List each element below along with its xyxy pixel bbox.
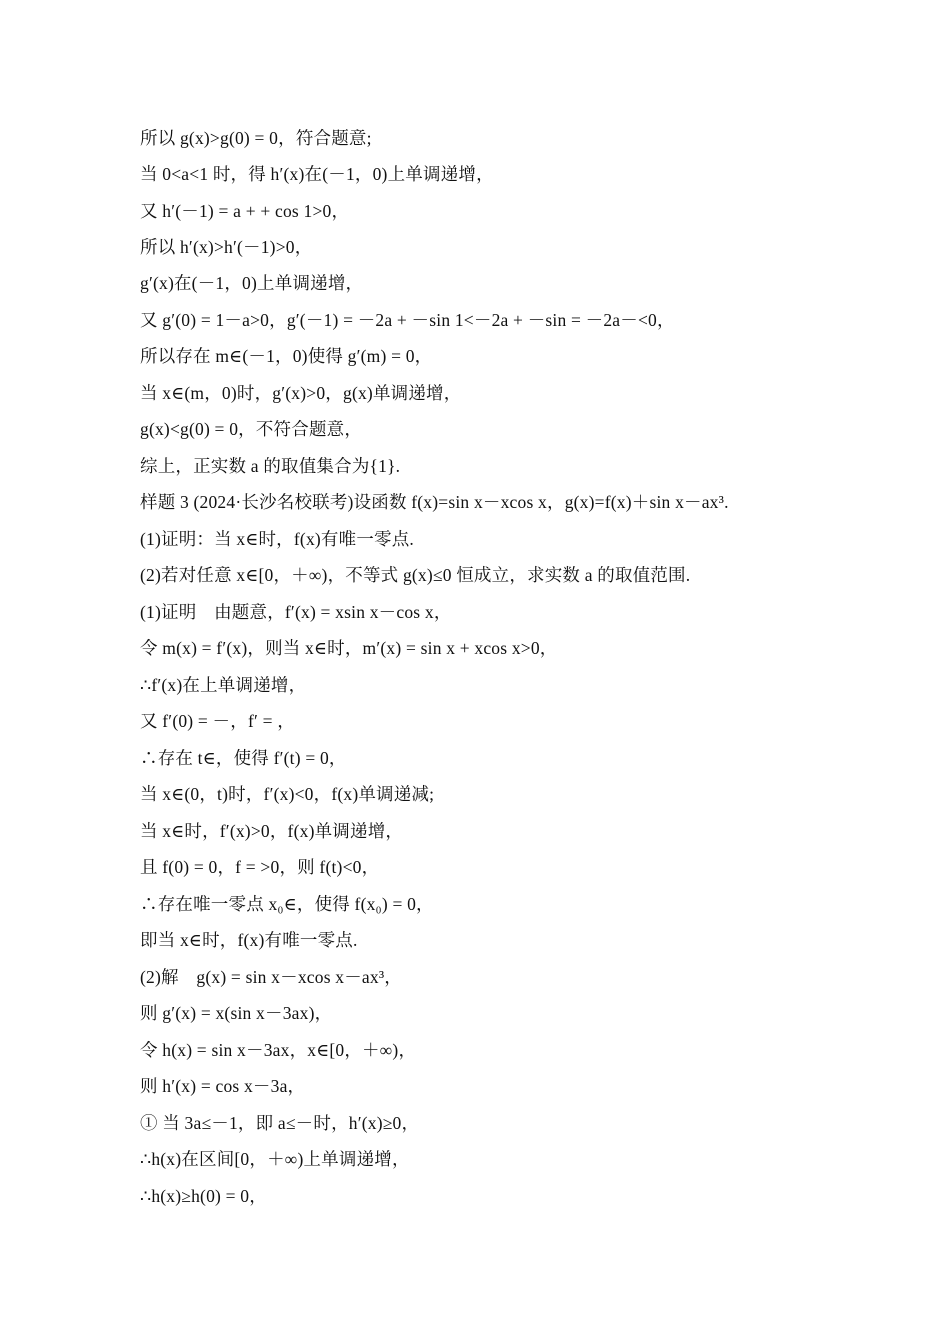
text-line: ① 当 3a≤－1，即 a≤－时，h′(x)≥0， bbox=[140, 1113, 420, 1133]
text-line: 则 g′(x) = x(sin x－3ax)， bbox=[140, 1003, 333, 1023]
text-line: 且 f(0) = 0，f = >0，则 f(t)<0， bbox=[140, 857, 380, 877]
text-line: ∴h(x)在区间[0，＋∞)上单调递增， bbox=[140, 1149, 410, 1169]
text-line: 当 0<a<1 时，得 h′(x)在(－1，0)上单调递增， bbox=[140, 164, 494, 184]
text-line: ∴f′(x)在上单调递增， bbox=[140, 675, 307, 695]
proof-heading: (1)证明 由题意，f′(x) = xsin x－cos x， bbox=[140, 602, 452, 622]
text-line: 又 h′(－1) = a + + cos 1>0， bbox=[140, 201, 350, 221]
text-line: 即当 x∈时，f(x)有唯一零点. bbox=[140, 930, 358, 950]
solution-heading: (2)解 g(x) = sin x－xcos x－ax³， bbox=[140, 967, 402, 987]
text-line: 所以存在 m∈(－1，0)使得 g′(m) = 0， bbox=[140, 346, 433, 366]
text-line: 令 m(x) = f′(x)，则当 x∈时，m′(x) = sin x + xcos x>0， bbox=[140, 638, 558, 658]
text-line: ∴h(x)≥h(0) = 0， bbox=[140, 1186, 267, 1206]
text-line: 当 x∈时，f′(x)>0，f(x)单调递增， bbox=[140, 821, 404, 841]
text-line: ∴存在 t∈，使得 f′(t) = 0， bbox=[140, 748, 347, 768]
text-line: g′(x)在(－1，0)上单调递增， bbox=[140, 273, 364, 293]
text-line: ∴存在唯一零点 x₀∈，使得 f(x₀) = 0， bbox=[140, 894, 434, 914]
problem-heading: 样题 3 (2024·长沙名校联考)设函数 f(x)=sin x－xcos x，g(x)=f(x)＋sin x－ax³. bbox=[140, 492, 729, 512]
text-line: 又 f′(0) = －，f′ = ， bbox=[140, 711, 295, 731]
text-line: (2)若对任意 x∈[0，＋∞)，不等式 g(x)≤0 恒成立，求实数 a 的取值范围. bbox=[140, 565, 691, 585]
text-line: 当 x∈(0，t)时，f′(x)<0，f(x)单调递减; bbox=[140, 784, 435, 804]
text-line: 所以 h′(x)>h′(－1)>0， bbox=[140, 237, 313, 257]
text-line: 当 x∈(m，0)时，g′(x)>0，g(x)单调递增， bbox=[140, 383, 462, 403]
text-line: (1)证明：当 x∈时，f(x)有唯一零点. bbox=[140, 529, 414, 549]
text-line: 所以 g(x)>g(0) = 0，符合题意; bbox=[140, 128, 372, 148]
text-line: 则 h′(x) = cos x－3a， bbox=[140, 1076, 306, 1096]
text-line: g(x)<g(0) = 0，不符合题意， bbox=[140, 419, 363, 439]
text-line: 综上，正实数 a 的取值集合为{1}. bbox=[140, 456, 401, 476]
text-line: 令 h(x) = sin x－3ax，x∈[0，＋∞)， bbox=[140, 1040, 417, 1060]
text-line: 又 g′(0) = 1－a>0，g′(－1) = －2a + －sin 1<－2a + －sin = －2a－<0， bbox=[140, 310, 675, 330]
